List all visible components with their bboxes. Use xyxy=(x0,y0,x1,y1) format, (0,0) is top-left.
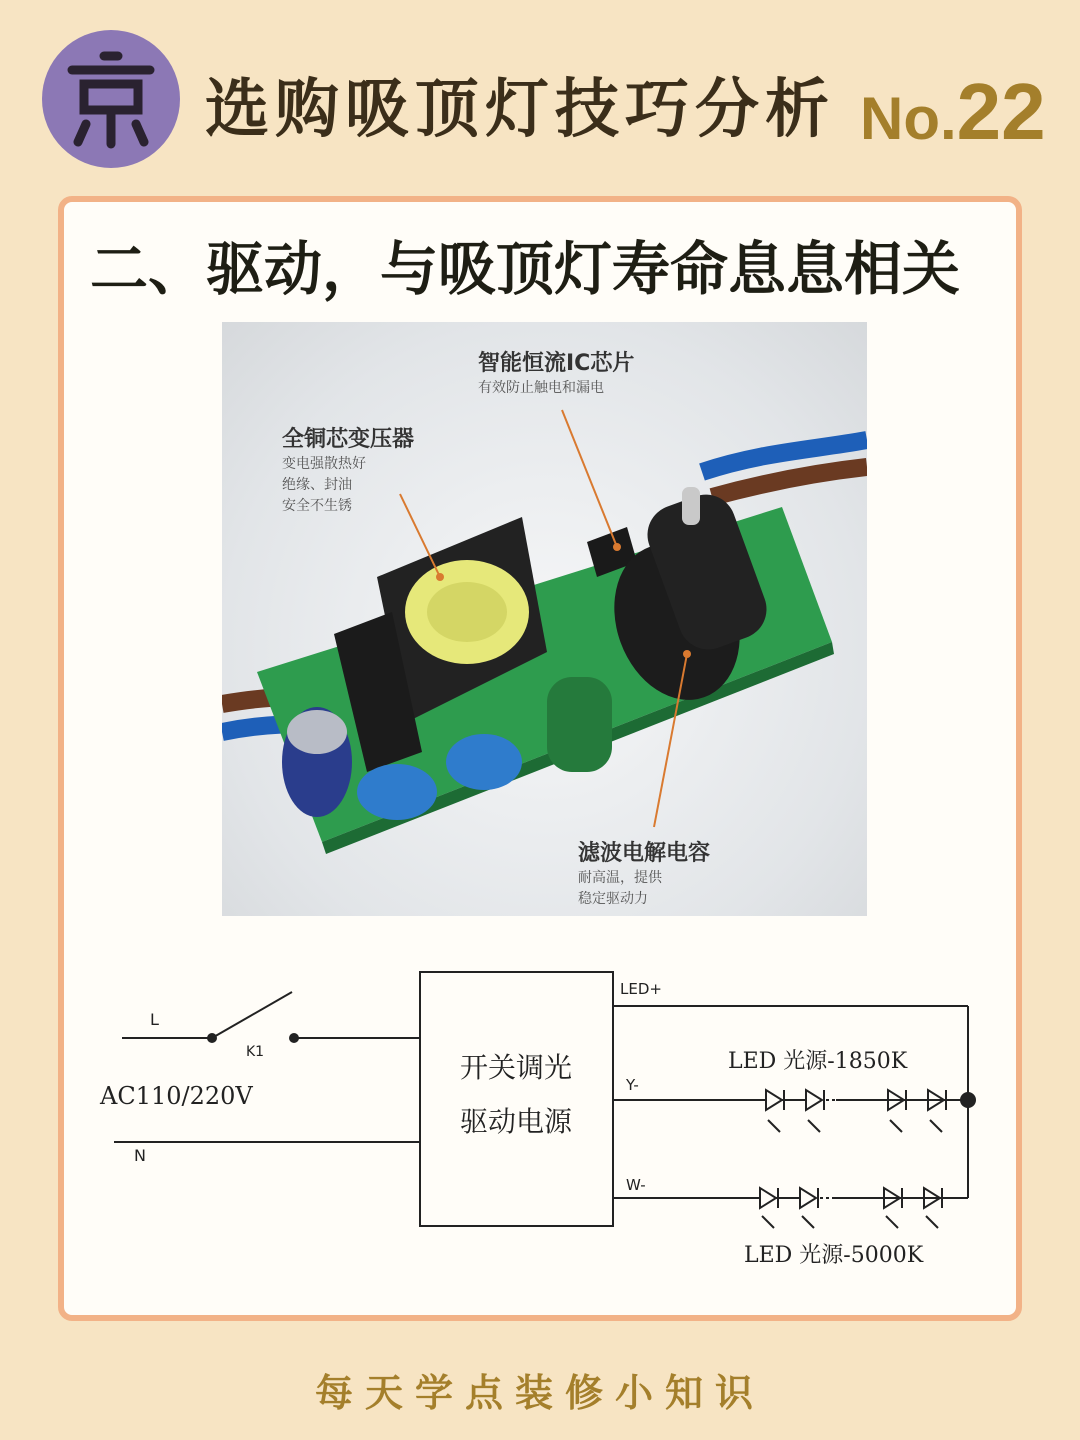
driver-label-line1: 开关调光 xyxy=(460,1051,573,1084)
transformer-desc-line: 绝缘、封油 xyxy=(282,477,352,493)
led-source-5000k: LED 光源-5000K xyxy=(744,1243,924,1268)
driver-board-photo xyxy=(222,322,867,916)
capacitor-desc-line: 耐高温，提供 xyxy=(578,870,662,886)
issue-prefix: No. xyxy=(860,85,957,152)
wiring-diagram xyxy=(90,960,990,1280)
output-led-plus: LED+ xyxy=(620,980,662,998)
output-y-minus: Y- xyxy=(626,1076,639,1094)
ic-label-title: 智能恒流IC芯片 xyxy=(478,351,635,376)
header-title: 选购吸顶灯技巧分析 xyxy=(205,73,835,147)
ic-label-desc: 有效防止触电和漏电 xyxy=(478,380,604,396)
transformer-desc-line: 变电强散热好 xyxy=(282,456,366,472)
line-n-label: N xyxy=(134,1146,146,1165)
line-l-label: L xyxy=(150,1010,159,1029)
transformer-label-title: 全铜芯变压器 xyxy=(282,427,415,452)
issue-number xyxy=(860,67,1046,156)
section-title: 二、驱动，与吸顶灯寿命息息相关 xyxy=(90,235,961,303)
capacitor-desc-line: 稳定驱动力 xyxy=(578,891,648,907)
transformer-desc-line: 安全不生锈 xyxy=(282,498,352,514)
switch-label: K1 xyxy=(246,1044,265,1060)
issue-value: 22 xyxy=(956,67,1046,156)
driver-label-line2: 驱动电源 xyxy=(460,1105,573,1138)
capacitor-label-title: 滤波电解电容 xyxy=(578,841,711,866)
brand-logo xyxy=(42,30,180,168)
footer-tagline: 每天学点装修小知识 xyxy=(314,1371,765,1415)
driver-board-illustration xyxy=(222,322,867,916)
output-w-minus: W- xyxy=(626,1176,646,1194)
jing-logo-icon xyxy=(42,30,180,168)
led-source-1850k: LED 光源-1850K xyxy=(728,1049,908,1074)
ac-input-label: AC110/220V xyxy=(100,1082,253,1110)
